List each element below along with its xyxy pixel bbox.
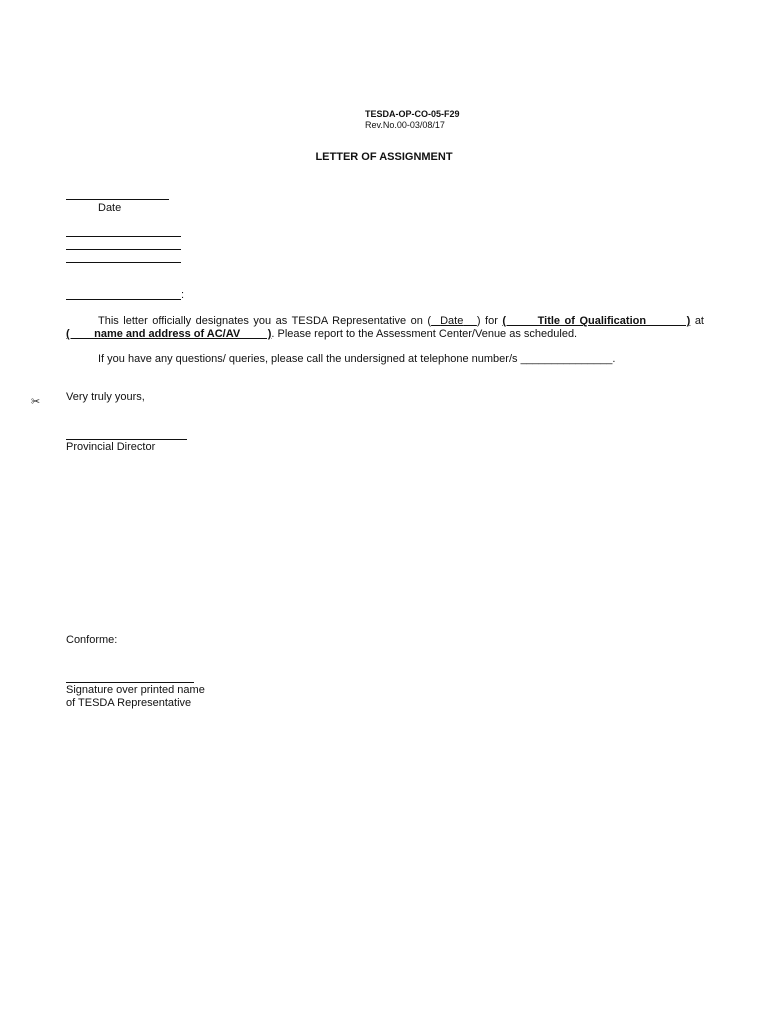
director-signature-line: [66, 439, 187, 440]
telephone-blank: _______________: [520, 353, 613, 365]
closing-text: Very truly yours,: [66, 391, 145, 403]
salutation-colon: :: [181, 289, 185, 301]
qualification-field: ( Title of Qualification ): [502, 315, 691, 327]
contact-text: If you have any questions/ queries, please call the undersigned at telephone number/s: [98, 353, 518, 365]
signatory-title: Provincial Director: [66, 441, 156, 453]
at-text: at: [694, 315, 704, 327]
address-line-3: [66, 262, 181, 263]
signature-caption-line-2: of TESDA Representative: [66, 697, 192, 709]
after-date-text: ) for: [476, 315, 498, 327]
contact-end: .: [612, 353, 616, 365]
representative-signature-line: [66, 682, 194, 683]
paragraph-closing: . Please report to the Assessment Center/Venue as scheduled.: [271, 328, 578, 340]
assignment-paragraph: [66, 315, 704, 341]
date-label: Date: [98, 202, 122, 214]
assessment-center-field: ( name and address of AC/AV ): [66, 328, 272, 340]
date-blank-line: [66, 199, 169, 200]
address-line-2: [66, 249, 181, 250]
signature-caption-line-1: Signature over printed name: [66, 684, 205, 696]
date-field: Date: [440, 315, 464, 327]
address-line-1: [66, 236, 181, 237]
contact-paragraph: [66, 353, 704, 366]
form-code: TESDA-OP-CO-05-F29: [365, 109, 460, 119]
paragraph-intro: This letter officially designates you as TESDA Representative on (: [98, 315, 432, 327]
revision-number: Rev.No.00-03/08/17: [365, 120, 445, 130]
salutation-blank-line: [66, 299, 181, 300]
conforme-label: Conforme:: [66, 634, 118, 646]
document-title: LETTER OF ASSIGNMENT: [315, 151, 453, 163]
margin-marker-icon: ✂: [31, 396, 41, 408]
